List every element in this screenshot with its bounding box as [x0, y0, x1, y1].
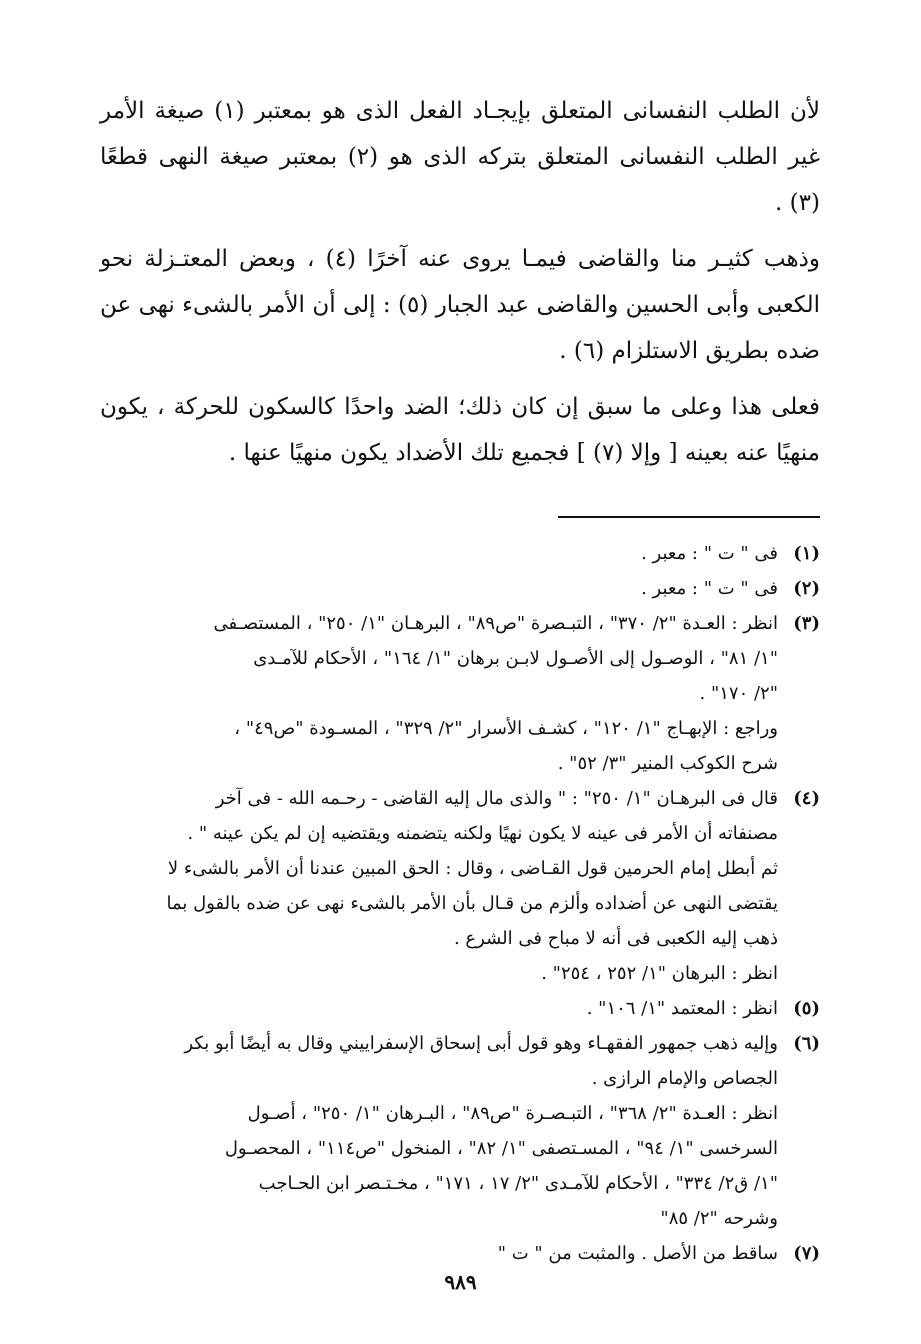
footnote-number: (٧) [793, 1243, 820, 1264]
footnote-line: شرح الكوكب المنير "٣/ ٥٢" . [557, 753, 778, 774]
footnote-2 [100, 571, 820, 606]
footnote-line: مصنفاته أن الأمر فى عينه لا يكون نهيًا ولكنه يتضمنه ويقتضيه إن لم يكن عينه " . [187, 823, 778, 844]
footnote-line: ذهب إليه الكعبى فى أنه لا مباح فى الشرع . [453, 928, 778, 949]
footnote-line: ثم أبطل إمام الحرمين قول القـاضى ، وقال : الحق المبين عندنا أن الأمر بالشىء لا [167, 858, 778, 879]
footnote-4-continuation [100, 956, 778, 991]
footnote-number: (٢) [793, 578, 820, 599]
footnote-body [100, 536, 778, 571]
footnote-line: ساقط من الأصل . والمثبت من " ت " [497, 1243, 778, 1264]
footnote-line: السرخسى "١/ ٩٤" ، المسـتصفى "١/ ٨٢" ، المنخول "ص١١٤" ، المحصـول [224, 1138, 778, 1159]
page-number: ٩٨٩ [444, 1270, 477, 1294]
footnote-line: فى " ت " : معبر . [641, 543, 778, 564]
footnote-line: "٢/ ١٧٠" . [699, 683, 778, 704]
footnote-7 [100, 1236, 820, 1271]
footnote-line: "١/ ٨١" ، الوصـول إلى الأصـول لابـن برهان "١/ ١٦٤" ، الأحكام للآمـدى [253, 648, 778, 669]
footnote-3 [100, 606, 820, 711]
footnote-line: قال فى البرهـان "١/ ٢٥٠" : " والذى مال إليه القاضى - رحـمه الله - فى آخر [215, 788, 778, 809]
main-text [100, 88, 820, 476]
footnote-6-continuation [100, 1096, 778, 1236]
footnote-line: انظر : البرهان "١/ ٢٥٢ ، ٢٥٤" . [541, 963, 778, 984]
footnote-line: انظر : العـدة "٢/ ٣٧٠" ، التبـصرة "ص٨٩" ، البرهـان "١/ ٢٥٠" ، المستصـفى [213, 613, 778, 634]
footnote-body [100, 991, 778, 1026]
footnote-body [100, 1026, 778, 1096]
footnote-line: فى " ت " : معبر . [641, 578, 778, 599]
footnote-5 [100, 991, 820, 1026]
paragraph-1: لأن الطلب النفسانى المتعلق بإيجـاد الفعل الذى هو بمعتبر (١) صيغة الأمر غير الطلب النفسانى المتعلق بتركه الذى هو (٢) بمعتبر صيغة النهى قطعًا (٣) . [100, 98, 820, 216]
footnote-line: يقتضى النهى عن أضداده وألزم من قـال بأن الأمر بالشىء نهى عن ضده بالقول بما [166, 893, 778, 914]
footnote-line: انظر : العـدة "٢/ ٣٦٨" ، التبـصـرة "ص٨٩" ، البـرهان "١/ ٢٥٠" ، أصـول [247, 1103, 778, 1124]
footnote-4 [100, 781, 820, 956]
footnote-line: انظر : المعتمد "١/ ١٠٦" . [586, 998, 778, 1019]
footnote-body [100, 1236, 778, 1271]
footnote-line: وشرحه "٢/ ٨٥" [660, 1208, 778, 1229]
footnote-6 [100, 1026, 820, 1096]
footnote-line: وإليه ذهب جمهور الفقهـاء وهو قول أبى إسحاق الإسفراييني وقال به أيضًا أبو بكر [184, 1033, 778, 1054]
footnotes [100, 536, 820, 1271]
footnote-body [100, 571, 778, 606]
footnote-number: (٤) [793, 788, 820, 809]
paragraph-3: فعلى هذا وعلى ما سبق إن كان ذلك؛ الضد واحدًا كالسكون للحركة ، يكون منهيًا عنه بعينه [ وإلا (٧) ] فجميع تلك الأضداد يكون منهيًا عنها . [100, 394, 820, 466]
footnote-1 [100, 536, 820, 571]
paragraph-2: وذهب كثيـر منا والقاضى فيمـا يروى عنه آخرًا (٤) ، وبعض المعتـزلة نحو الكعبى وأبى الحسين والقاضى عبد الجبار (٥) : إلى أن الأمر بالشىء نهى عن ضده بطريق الاستلزام (٦) . [100, 246, 821, 364]
footnote-body [100, 781, 778, 956]
footnote-number: (٣) [793, 613, 820, 634]
footnote-number: (٥) [793, 998, 820, 1019]
footnote-3-continuation [100, 711, 778, 781]
footnote-line: "١/ ق٢/ ٣٣٤" ، الأحكام للآمـدى "٢/ ١٧ ، ١٧١" ، مخـتـصر ابن الحـاجب [258, 1173, 778, 1194]
footnote-body [100, 606, 778, 711]
footnote-number: (١) [793, 543, 820, 564]
footnote-separator [558, 516, 820, 518]
footnote-line: وراجع : الإبهـاج "١/ ١٢٠" ، كشـف الأسرار "٢/ ٣٢٩" ، المسـودة "ص٤٩" ، [234, 718, 778, 739]
footnote-number: (٦) [793, 1033, 820, 1054]
book-page [100, 88, 820, 1318]
footnote-line: الجصاص والإمام الرازى . [591, 1068, 778, 1089]
